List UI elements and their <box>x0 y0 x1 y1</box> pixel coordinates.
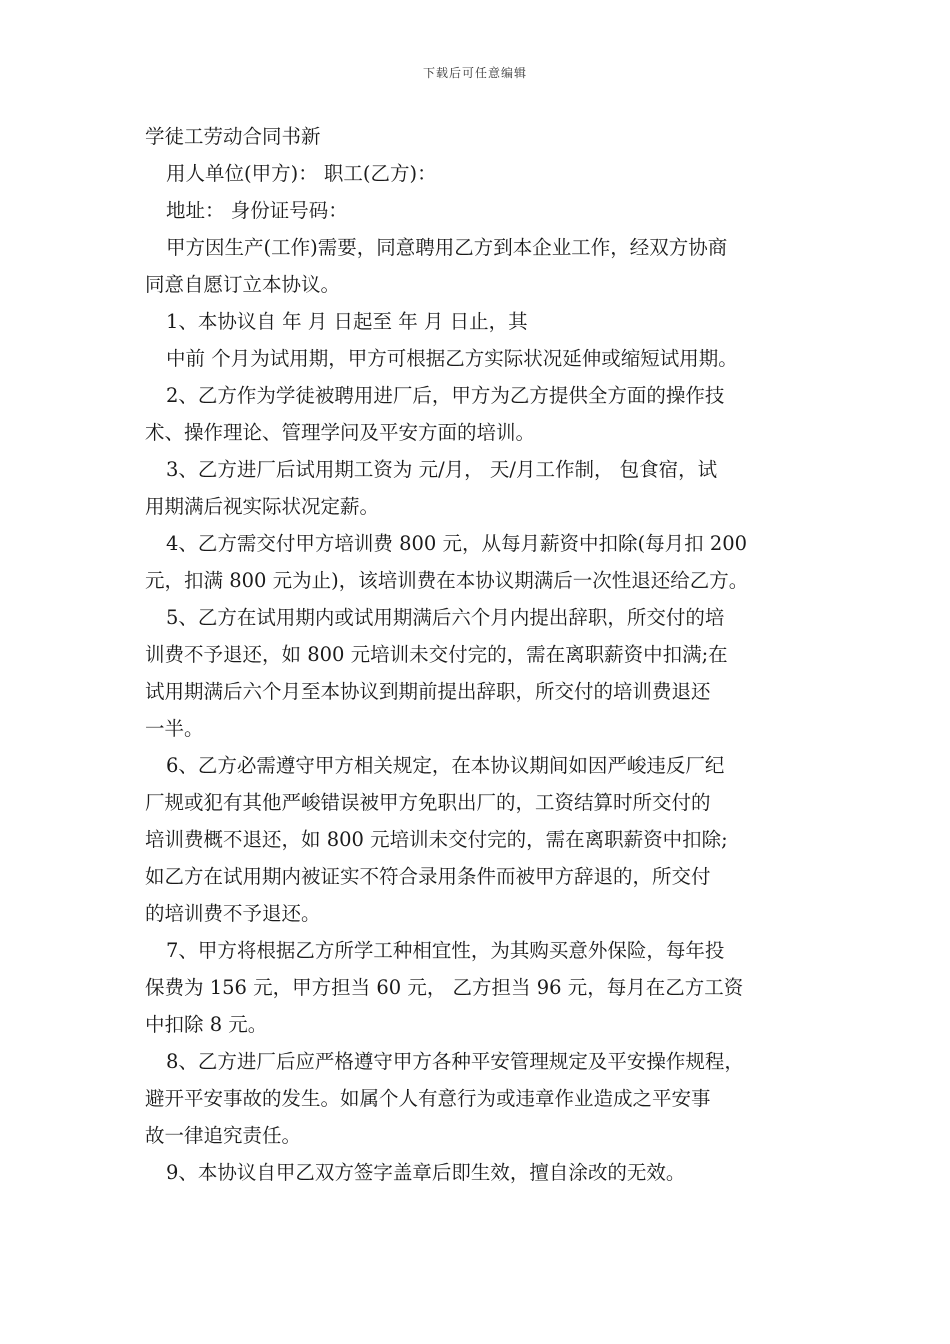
text-line: 避开平安事故的发生。如属个人有意行为或违章作业造成之平安事 <box>145 1087 711 1110</box>
document-title: 学徒工劳动合同书新 <box>145 125 321 148</box>
text-line: 1、本协议自 年 月 日起至 年 月 日止，其 <box>166 310 528 333</box>
text-line: 训费不予退还，如 800 元培训未交付完的，需在离职薪资中扣满;在 <box>145 643 728 666</box>
text-line: 甲方因生产(工作)需要，同意聘用乙方到本企业工作，经双方协商 <box>166 236 728 259</box>
text-line: 2、乙方作为学徒被聘用进厂后，甲方为乙方提供全方面的操作技 <box>166 384 725 407</box>
text-line: 8、乙方进厂后应严格遵守甲方各种平安管理规定及平安操作规程， <box>166 1050 744 1073</box>
text-line: 中扣除 8 元。 <box>145 1013 268 1036</box>
text-line: 6、乙方必需遵守甲方相关规定，在本协议期间如因严峻违反厂纪 <box>166 754 725 777</box>
text-line: 如乙方在试用期内被证实不符合录用条件而被甲方辞退的，所交付 <box>145 865 711 888</box>
text-line: 4、乙方需交付甲方培训费 800 元，从每月薪资中扣除(每月扣 200 <box>166 532 748 555</box>
text-line: 用期满后视实际状况定薪。 <box>145 495 380 518</box>
document-body <box>145 118 813 1191</box>
text-line: 3、乙方进厂后试用期工资为 元/月， 天/月工作制， 包食宿，试 <box>166 458 718 481</box>
text-line: 术、操作理论、管理学问及平安方面的培训。 <box>145 421 536 444</box>
page-header: 下载后可任意编辑 <box>422 66 527 80</box>
text-line: 的培训费不予退还。 <box>145 902 321 925</box>
text-line: 故一律追究责任。 <box>145 1124 302 1147</box>
text-line: 培训费概不退还，如 800 元培训未交付完的，需在离职薪资中扣除; <box>145 828 728 851</box>
text-line: 保费为 156 元，甲方担当 60 元， 乙方担当 96 元，每月在乙方工资 <box>145 976 744 999</box>
text-line: 试用期满后六个月至本协议到期前提出辞职，所交付的培训费退还 <box>145 680 711 703</box>
text-line: 地址： 身份证号码： <box>166 199 348 222</box>
text-line: 一半。 <box>145 717 204 740</box>
text-line: 中前 个月为试用期，甲方可根据乙方实际状况延伸或缩短试用期。 <box>166 347 738 370</box>
text-line: 元，扣满 800 元为止)，该培训费在本协议期满后一次性退还给乙方。 <box>145 569 749 592</box>
text-line: 同意自愿订立本协议。 <box>145 273 341 296</box>
text-line: 7、甲方将根据乙方所学工种相宜性，为其购买意外保险，每年投 <box>166 939 725 962</box>
text-line: 9、本协议自甲乙双方签字盖章后即生效，擅自涂改的无效。 <box>166 1161 686 1184</box>
text-line: 用人单位(甲方)： 职工(乙方)： <box>166 162 437 185</box>
text-line: 厂规或犯有其他严峻错误被甲方免职出厂的，工资结算时所交付的 <box>145 791 711 814</box>
text-line: 5、乙方在试用期内或试用期满后六个月内提出辞职，所交付的培 <box>166 606 725 629</box>
